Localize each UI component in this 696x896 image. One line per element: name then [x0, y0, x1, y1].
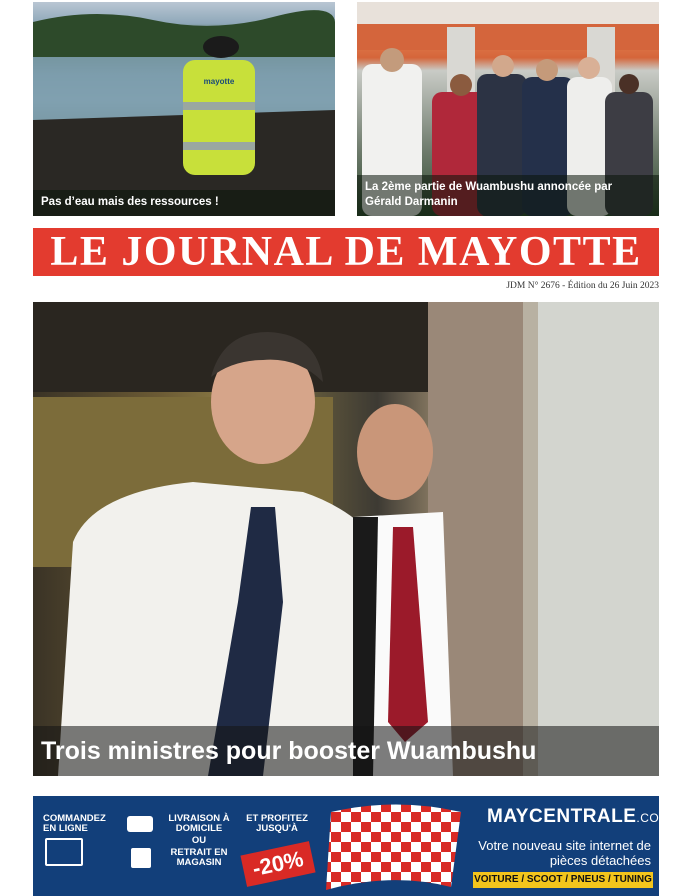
top-story-caption-right[interactable]: La 2ème partie de Wuambushu annoncée par Gérald Darmanin	[357, 175, 659, 216]
top-story-photo-right[interactable]	[357, 2, 659, 216]
top-story-caption-left[interactable]: Pas d’eau mais des ressources !	[33, 190, 335, 216]
main-story-headline[interactable]: Trois ministres pour booster Wuambushu	[33, 726, 659, 776]
ad-discount-badge: -20%	[240, 841, 315, 887]
maycentrale-ad-banner[interactable]	[33, 796, 670, 896]
ad-or-label: OU	[191, 835, 207, 846]
ad-categories: VOITURE / SCOOT / PNEUS / TUNING	[473, 872, 653, 888]
masthead-banner	[33, 228, 659, 276]
ad-pickup-label: RETRAIT EN MAGASIN	[170, 847, 228, 868]
store-icon	[131, 848, 151, 868]
ad-tagline: Votre nouveau site internet de pièces détachées	[478, 838, 651, 868]
delivery-truck-icon	[127, 816, 153, 832]
checkered-flag-icon	[321, 802, 471, 894]
ad-delivery-label: LIVRAISON À DOMICILE	[168, 813, 230, 834]
computer-phone-icon	[45, 838, 83, 866]
ad-brand-name[interactable]	[487, 806, 670, 828]
newspaper-title: LE JOURNAL DE MAYOTTE	[50, 229, 642, 275]
edition-info: JDM N° 2676 - Édition du 26 Juin 2023	[506, 281, 659, 291]
lake-scene-illustration	[33, 2, 335, 216]
ministers-visit-illustration	[33, 302, 659, 776]
ad-brand-suffix: .COM	[636, 811, 670, 825]
main-story-photo[interactable]	[33, 302, 659, 776]
ad-brand-main: MAYCENTRALE	[487, 806, 637, 827]
top-story-photo-left[interactable]	[33, 2, 335, 216]
vest-text: mayotte	[203, 77, 235, 86]
ad-order-label: COMMANDEZ EN LIGNE	[43, 813, 106, 834]
ad-profit-label: ET PROFITEZ JUSQU'À	[246, 813, 308, 834]
